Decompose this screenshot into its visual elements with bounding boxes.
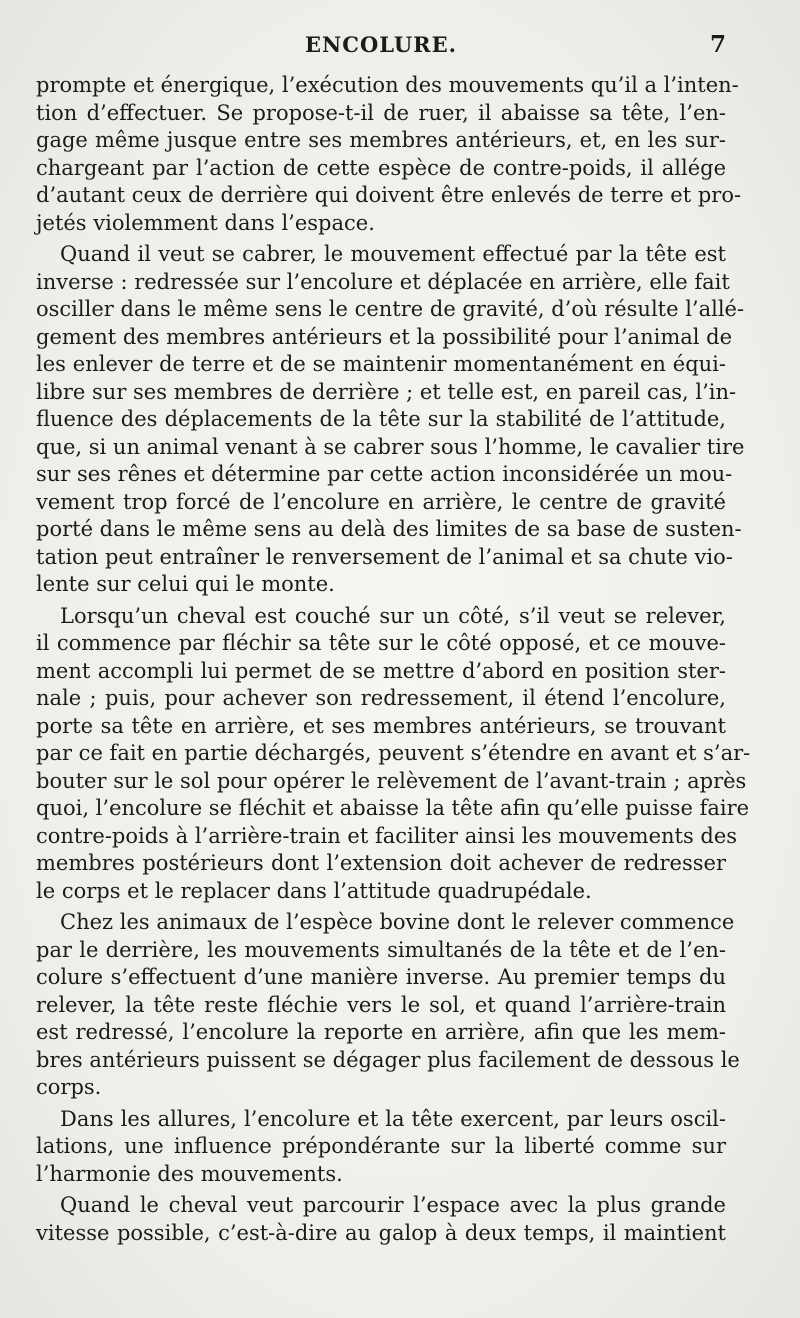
text-line: corps. [36, 1075, 102, 1099]
paragraph [36, 72, 742, 237]
paragraph [36, 241, 745, 599]
text-line: inverse : redressée sur l’encolure et déplacée en arrière, elle fait [36, 269, 730, 294]
text-line: porte sa tête en arrière, et ses membres antérieurs, se trouvant [36, 713, 726, 738]
text-line: Chez les animaux de l’espèce bovine dont le relever commence [60, 910, 735, 934]
paragraph [36, 1192, 726, 1247]
text-line: Dans les allures, l’encolure et la tête exercent, par leurs oscil- [60, 1106, 726, 1131]
text-line: prompte et énergique, l’exécution des mouvements qu’il a l’inten- [36, 73, 739, 97]
text-line: est redressé, l’encolure la reporte en arrière, afin que les mem- [36, 1020, 726, 1044]
text-line: bouter sur le sol pour opérer le relèvement de l’avant-train ; après [36, 768, 747, 793]
text-line: l’harmonie des mouvements. [36, 1161, 343, 1186]
text-line: vement trop forcé de l’encolure en arrière, le centre de gravité [36, 489, 726, 514]
text-line: le corps et le replacer dans l’attitude quadrupédale. [36, 878, 592, 903]
text-line: par ce fait en partie déchargés, peuvent s’étendre en avant et s’ar- [36, 741, 751, 765]
text-line: quoi, l’encolure se fléchit et abaisse la tête afin qu’elle puisse faire [36, 796, 750, 820]
text-line: Lorsqu’un cheval est couché sur un côté, s’il veut se relever, [60, 603, 726, 628]
paragraph [36, 909, 740, 1102]
text-line: nale ; puis, pour achever son redressement, il étend l’encolure, [36, 686, 726, 710]
text-line: gage même jusque entre ses membres antérieurs, et, en les sur- [36, 128, 726, 152]
text-line: colure s’effectuent d’une manière inverse. Au premier temps du [36, 965, 726, 989]
text-line: contre-poids à l’arrière-train et faciliter ainsi les mouvements des [36, 823, 738, 848]
text-line: fluence des déplacements de la tête sur la stabilité de l’attitude, [36, 407, 726, 431]
text-line: lations, une influence prépondérante sur la liberté comme sur [36, 1134, 726, 1158]
text-line: libre sur ses membres de derrière ; et telle est, en pareil cas, l’in- [36, 379, 737, 404]
text-line: tation peut entraîner le renversement de l’animal et sa chute vio- [36, 544, 733, 569]
text-line: d’autant ceux de derrière qui doivent être enlevés de terre et pro- [36, 183, 742, 207]
paragraph [36, 603, 751, 906]
text-line: gement des membres antérieurs et la possibilité pour l’animal de [36, 324, 733, 349]
text-line: porté dans le même sens au delà des limites de sa base de susten- [36, 517, 742, 541]
running-title: ENCOLURE. [305, 32, 457, 57]
body-text [36, 72, 751, 1251]
page-header [36, 30, 726, 60]
text-line: vitesse possible, c’est-à-dire au galop à deux temps, il maintient [36, 1220, 726, 1245]
text-line: les enlever de terre et de se maintenir momentanément en équi- [36, 352, 726, 376]
text-line: Quand il veut se cabrer, le mouvement effectué par la tête est [60, 242, 726, 266]
text-line: tion d’effectuer. Se propose-t-il de ruer, il abaisse sa tête, l’en- [36, 100, 726, 125]
text-line: sur ses rênes et détermine par cette action inconsidérée un mou- [36, 462, 733, 486]
text-line: que, si un animal venant à se cabrer sous l’homme, le cavalier tire [36, 434, 745, 459]
text-line: jetés violemment dans l’espace. [36, 210, 375, 235]
text-line: il commence par fléchir sa tête sur le côté opposé, et ce mouve- [36, 631, 726, 655]
text-line: bres antérieurs puissent se dégager plus facilement de dessous le [36, 1047, 740, 1072]
text-line: relever, la tête reste fléchie vers le sol, et quand l’arrière-train [36, 992, 726, 1017]
text-line: Quand le cheval veut parcourir l’espace avec la plus grande [60, 1193, 726, 1217]
page-number: 7 [709, 31, 726, 58]
text-line: lente sur celui qui le monte. [36, 572, 335, 596]
text-line: membres postérieurs dont l’extension doit achever de redresser [36, 851, 726, 875]
paragraph [36, 1106, 726, 1189]
text-line: chargeant par l’action de cette espèce de contre-poids, il allége [36, 155, 726, 180]
text-line: osciller dans le même sens le centre de gravité, d’où résulte l’allé- [36, 297, 745, 321]
text-line: ment accompli lui permet de se mettre d’abord en position ster- [36, 658, 726, 683]
text-line: par le derrière, les mouvements simultanés de la tête et de l’en- [36, 937, 726, 962]
